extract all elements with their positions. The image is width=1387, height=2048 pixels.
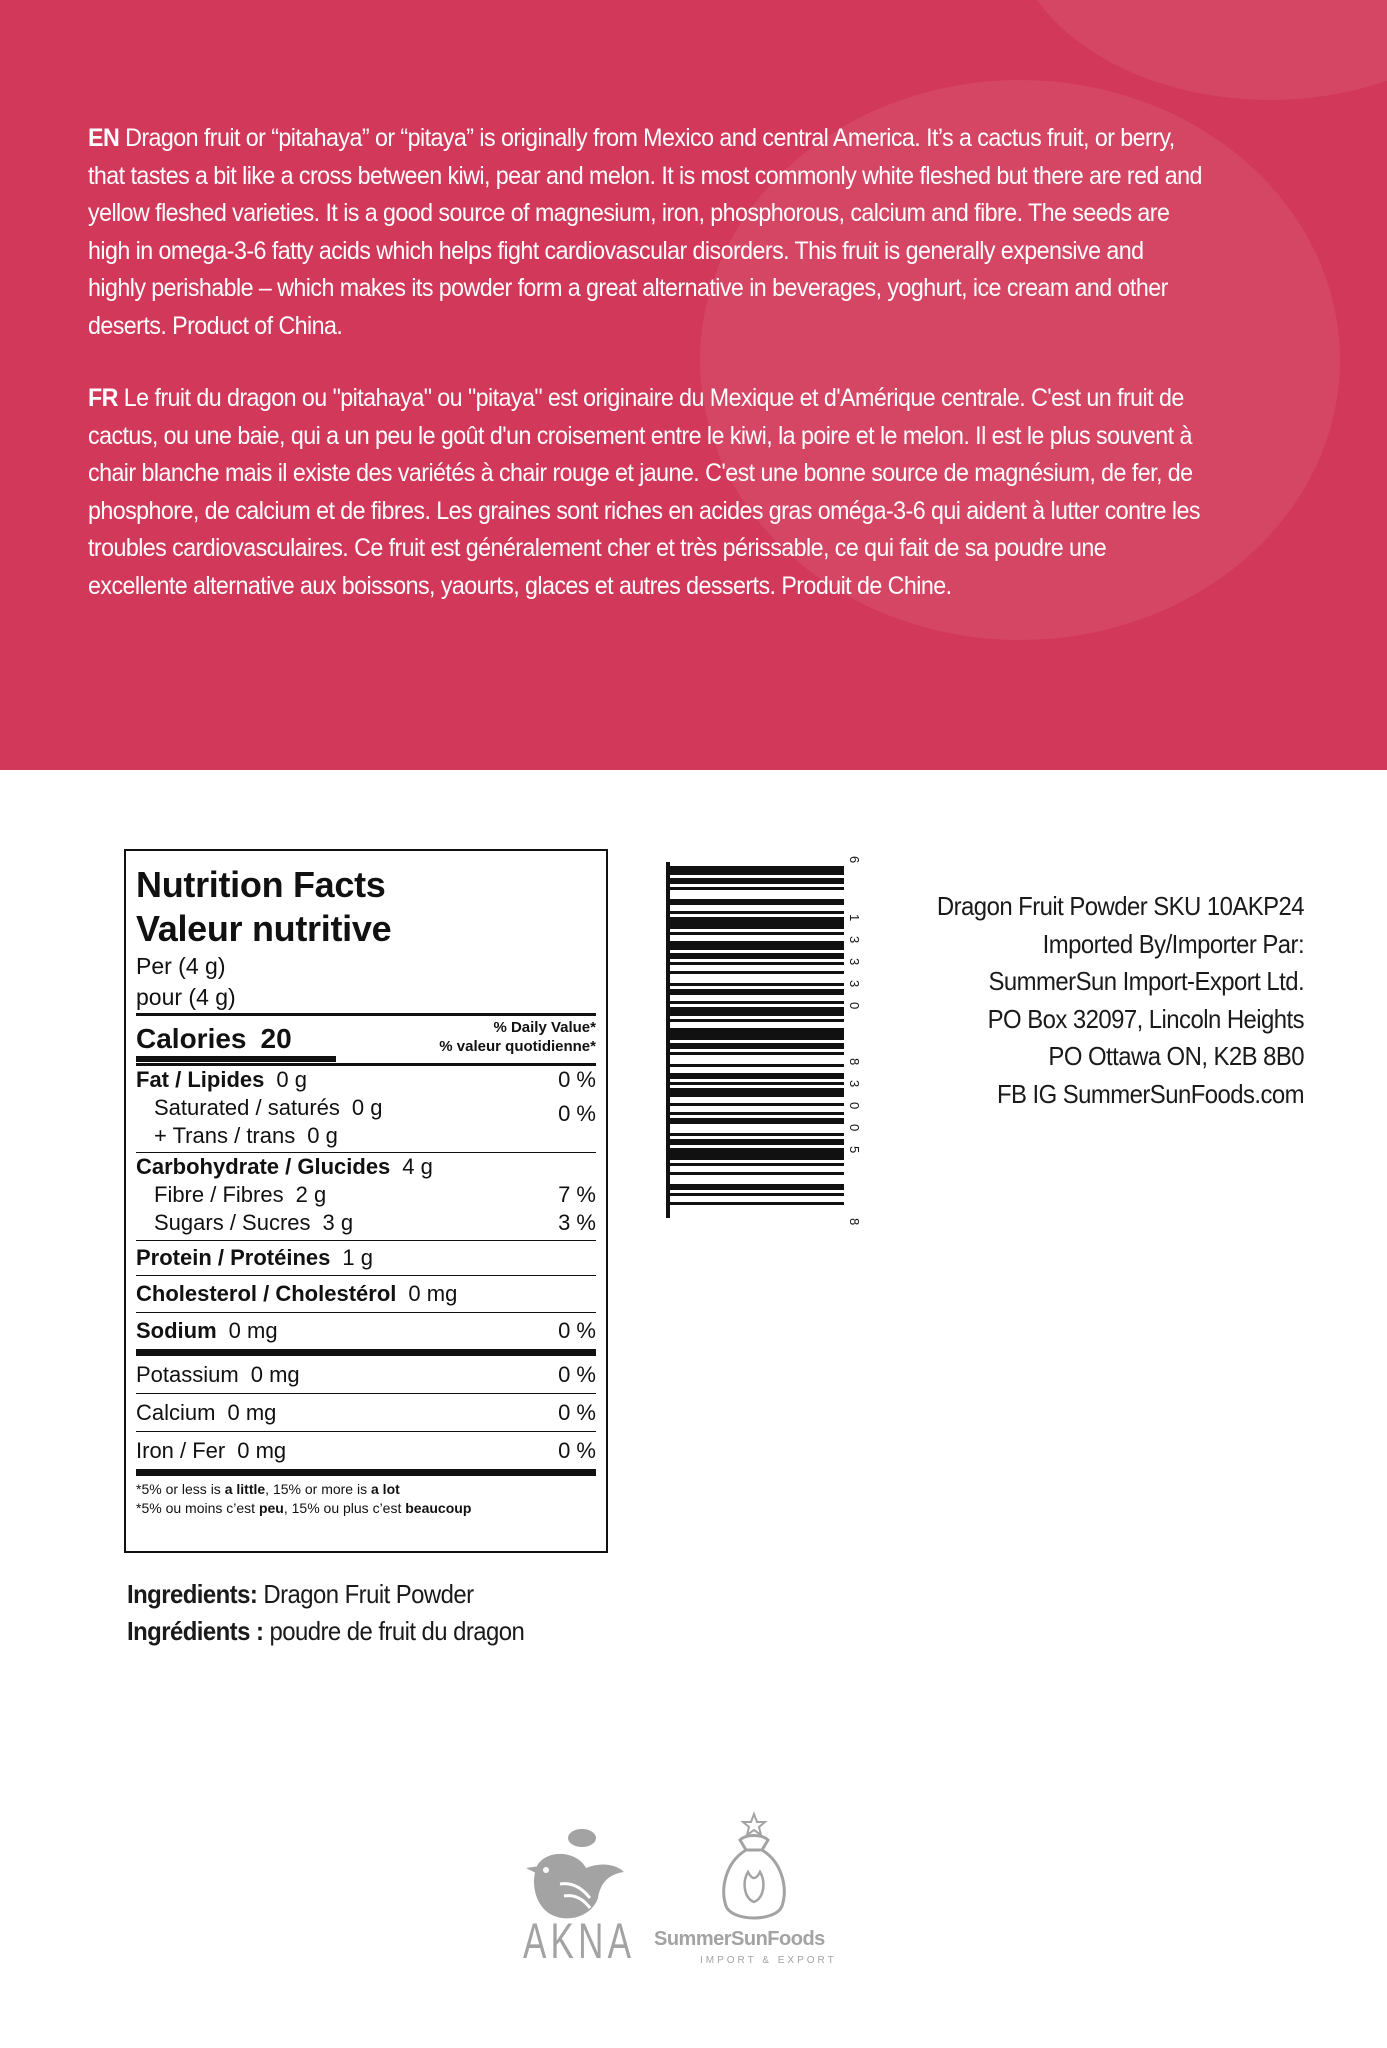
- barcode-bar: [670, 1043, 844, 1049]
- barcode-bar: [670, 953, 844, 959]
- daily-value-header: [439, 1018, 596, 1056]
- description-english: [88, 120, 1204, 346]
- divider: [136, 1469, 596, 1476]
- serving-size-en: Per (4 g): [136, 953, 226, 979]
- lang-tag-fr: FR: [88, 384, 118, 412]
- importer-heading: Imported By/Importer Par:: [1042, 928, 1304, 959]
- barcode-digit: 0: [847, 1002, 862, 1010]
- barcode-digit: 8: [847, 1218, 862, 1226]
- calories-value: 20: [260, 1023, 292, 1054]
- barcode: [664, 848, 864, 1240]
- barcode-bar: [670, 989, 844, 995]
- ingredients-block: [127, 1576, 559, 1650]
- barcode-bar: [670, 983, 844, 986]
- summersun-logo-subtitle: IMPORT & EXPORT: [700, 1955, 837, 1966]
- barcode-bars: [670, 866, 844, 1205]
- calories-underline: [136, 1056, 336, 1062]
- importer-address-1: PO Box 32097, Lincoln Heights: [987, 1003, 1304, 1034]
- barcode-bar: [670, 1007, 844, 1016]
- barcode-bar: [670, 1052, 844, 1055]
- nutrient-row-saturated: Saturated / saturés 0 g 0 %: [154, 1095, 596, 1126]
- barcode-bar: [670, 917, 844, 929]
- barcode-bar: [670, 971, 844, 974]
- calories-label: Calories: [136, 1023, 247, 1054]
- lang-tag-en: EN: [88, 124, 120, 152]
- nutrition-title-en: Nutrition Facts: [136, 864, 386, 905]
- barcode-bar: [670, 1103, 844, 1106]
- daily-value-fr: % valeur quotidienne*: [439, 1038, 596, 1055]
- divider: [136, 1349, 596, 1356]
- barcode-bar: [670, 1172, 844, 1175]
- barcode-digit: 6: [847, 856, 862, 864]
- nutrient-row-cholesterol: Cholesterol / Cholestérol 0 mg: [136, 1281, 458, 1306]
- barcode-bar: [670, 1082, 844, 1085]
- daily-value-en: % Daily Value*: [493, 1019, 596, 1036]
- importer-info: [905, 888, 1304, 1114]
- barcode-bar: [670, 1088, 844, 1097]
- barcode-bar: [670, 1193, 844, 1196]
- barcode-digit: 3: [847, 980, 862, 988]
- importer-social: FB IG SummerSunFoods.com: [996, 1078, 1304, 1109]
- akna-logo-text: AKNA: [523, 1913, 636, 1969]
- barcode-digits: [847, 856, 862, 1225]
- barcode-bar: [670, 1139, 844, 1145]
- barcode-bar: [670, 866, 844, 875]
- description-fr-text: Le fruit du dragon ou "pitahaya" ou "pitaya" est originaire du Mexique et d'Amérique centrale. C'est un fruit de cactus, ou une baie, qui a un peu le goût d'un croisement entre le kiwi, la poire et le melon. Il est le plus souvent à chair blanche mais il existe des variétés à chair rouge et jaune. C'est une bonne source de magnésium, de fer, de phosphore, de calcium et de fibres. Les graines sont riches en acides gras oméga-3-6 qui aident à lutter contre les troubles cardiovasculaires. Ce fruit est généralement cher et très périssable, ce qui fait de sa poudre une excellente alternative aux boissons, yaourts, glaces et autres desserts. Produit de Chine.: [88, 384, 1200, 600]
- barcode-bar: [670, 962, 844, 965]
- nutrient-row-fat: Fat / Lipides 0 g 0 %: [136, 1067, 596, 1092]
- barcode-digit: 3: [847, 1080, 862, 1088]
- barcode-bar: [670, 1163, 844, 1166]
- barcode-bar: [670, 1148, 844, 1160]
- product-sku: Dragon Fruit Powder SKU 10AKP24: [936, 891, 1304, 921]
- nutrient-row-sugars: Sugars / Sucres 3 g 3 %: [154, 1210, 596, 1235]
- nutrient-row-potassium: Potassium 0 mg 0 %: [136, 1362, 596, 1387]
- daily-value-footnote: [136, 1476, 596, 1518]
- nutrient-row-fibre: Fibre / Fibres 2 g 7 %: [154, 1182, 596, 1207]
- nutrition-facts-table: [124, 849, 608, 1553]
- calories-row: [136, 1016, 596, 1056]
- description-french: [88, 380, 1204, 606]
- footnote-fr: *5% ou moins c’est peu, 15% ou plus c’est beaucoup: [136, 1500, 472, 1516]
- barcode-bar: [670, 1028, 844, 1040]
- description-en-text: Dragon fruit or “pitahaya” or “pitaya” is originally from Mexico and central America. It’s a cactus fruit, or berry, that tastes a bit like a cross between kiwi, pear and melon. It is most commonly white fleshed but there are red and yellow fleshed varieties. It is a good source of magnesium, iron, phosphorous, calcium and fibre. The seeds are high in omega-3-6 fatty acids which helps fight cardiovascular disorders. This fruit is generally expensive and highly perishable – which makes its powder form a great alternative in beverages, yoghurt, ice cream and other deserts. Product of China.: [88, 124, 1202, 340]
- barcode-digit: 5: [847, 1146, 862, 1154]
- importer-name: SummerSun Import-Export Ltd.: [988, 966, 1304, 997]
- nutrient-row-trans: + Trans / trans 0 g: [154, 1123, 338, 1148]
- barcode-guard-bar: [666, 862, 670, 1218]
- ingredients-en: Ingredients: Dragon Fruit Powder: [127, 1579, 474, 1609]
- barcode-digit: 3: [847, 958, 862, 966]
- barcode-bar: [670, 932, 844, 935]
- barcode-bar: [670, 1064, 844, 1067]
- nutrient-row-sodium: Sodium 0 mg 0 %: [136, 1318, 596, 1343]
- summersun-logo-text: SummerSunFoods: [654, 1928, 825, 1950]
- barcode-bar: [670, 887, 844, 890]
- nutrient-row-iron: Iron / Fer 0 mg 0 %: [136, 1438, 596, 1463]
- barcode-bar: [670, 1001, 844, 1004]
- barcode-bar: [670, 911, 844, 914]
- description-panel: [0, 0, 1387, 770]
- barcode-bar: [670, 878, 844, 884]
- barcode-bar: [670, 1202, 844, 1205]
- barcode-digit: 1: [847, 914, 862, 922]
- serving-size-fr: pour (4 g): [136, 984, 236, 1010]
- barcode-digit: 3: [847, 936, 862, 944]
- barcode-bar: [670, 899, 844, 905]
- footnote-en: *5% or less is a little, 15% or more is a lot: [136, 1481, 400, 1497]
- nutrient-row-protein: Protein / Protéines 1 g: [136, 1245, 373, 1270]
- barcode-bar: [670, 941, 844, 950]
- importer-address-2: PO Ottawa ON, K2B 8B0: [1048, 1041, 1304, 1072]
- nutrition-title-fr: Valeur nutritive: [136, 908, 392, 949]
- barcode-bar: [670, 1118, 844, 1124]
- barcode-digit: 0: [847, 1102, 862, 1110]
- barcode-digit: 0: [847, 1124, 862, 1132]
- barcode-bar: [670, 1019, 844, 1022]
- nutrient-row-carbohydrate: Carbohydrate / Glucides 4 g: [136, 1154, 433, 1179]
- ingredients-fr: Ingrédients : poudre de fruit du dragon: [127, 1616, 525, 1646]
- barcode-bar: [670, 1184, 844, 1190]
- barcode-bar: [670, 1112, 844, 1115]
- barcode-bar: [670, 1073, 844, 1079]
- barcode-bar: [670, 1133, 844, 1136]
- nutrient-row-calcium: Calcium 0 mg 0 %: [136, 1400, 596, 1425]
- barcode-digit: 8: [847, 1058, 862, 1066]
